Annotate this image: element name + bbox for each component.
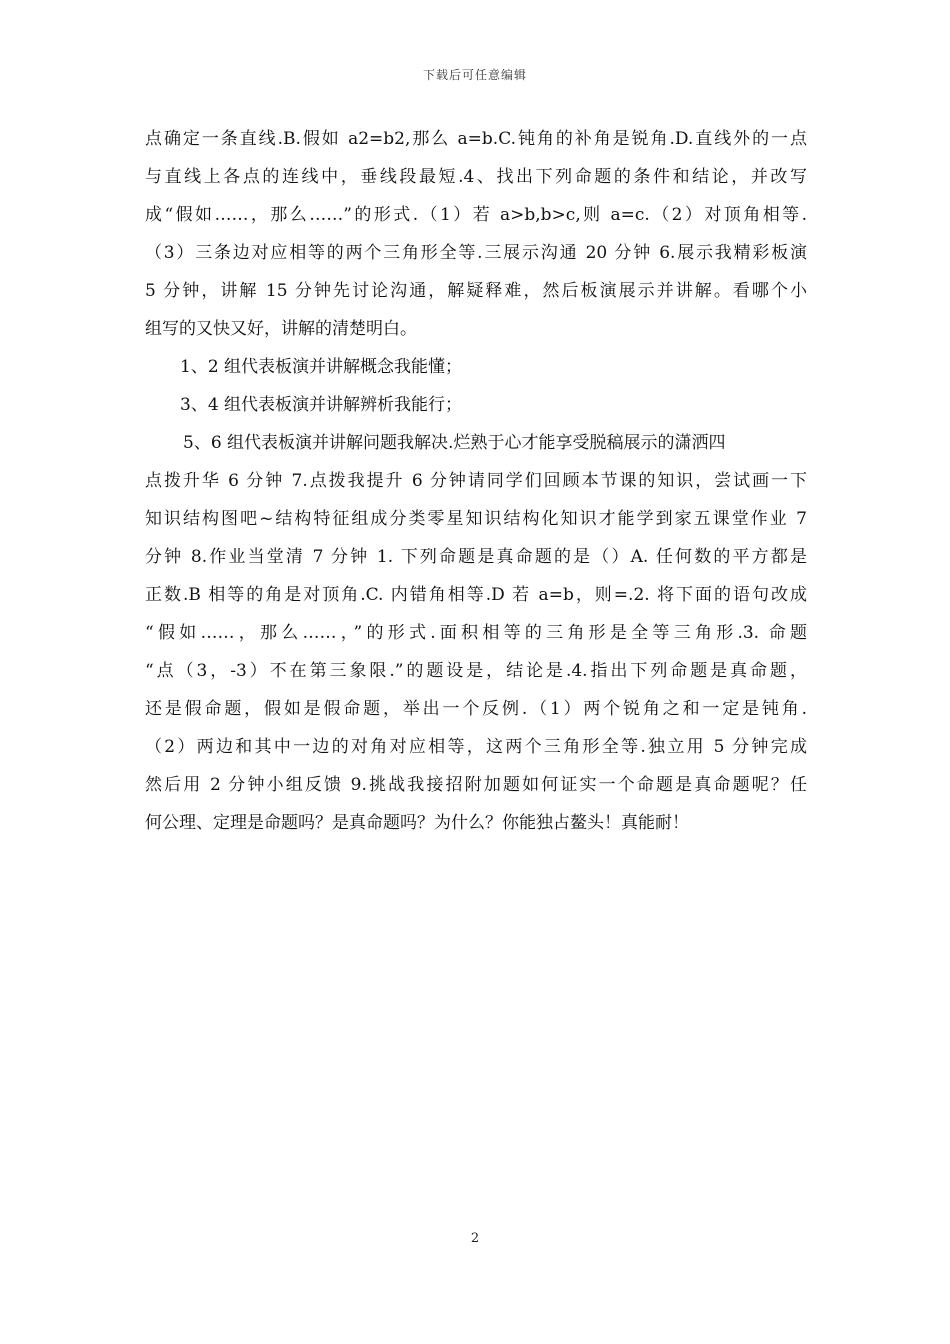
text-line: 5 分钟，讲解 15 分钟先讨论沟通，解疑释难，然后板演展示并讲解。看哪个小 (145, 281, 807, 301)
text-line: （2）两边和其中一边的对角对应相等，这两个三角形全等.独立用 5 分钟完成 (145, 737, 807, 757)
page-header: 下载后可任意编辑 (422, 68, 527, 82)
text-line: 点确定一条直线.B.假如 a2=b2,那么 a=b.C.钝角的补角是锐角.D.直线外的一点 (145, 129, 807, 149)
page-number: 2 (470, 1231, 480, 1246)
text-line: “假如……，那么……，”的形式.面积相等的三角形是全等三角形.3. 命题 (145, 623, 807, 643)
list-item: 1、2 组代表板演并讲解概念我能懂； (180, 357, 463, 377)
text-line: 组写的又快又好，讲解的清楚明白。 (145, 319, 417, 339)
document-body (145, 120, 807, 842)
text-line: 正数.B 相等的角是对顶角.C. 内错角相等.D 若 a=b，则=.2. 将下面的语句改成 (145, 585, 807, 605)
text-line: 成“假如……，那么……”的形式.（1）若 a>b,b>c,则 a=c.（2）对顶角相等. (145, 205, 807, 225)
text-line: 然后用 2 分钟小组反馈 9.挑战我接招附加题如何证实一个命题是真命题呢？任 (145, 775, 807, 795)
list-item: 3、4 组代表板演并讲解辨析我能行； (180, 395, 463, 415)
text-line: （3）三条边对应相等的两个三角形全等.三展示沟通 20 分钟 6.展示我精彩板演 (145, 243, 807, 263)
text-line: 知识结构图吧~结构特征组成分类零星知识结构化知识才能学到家五课堂作业 7 (145, 509, 807, 529)
text-line: 分钟 8.作业当堂清 7 分钟 1. 下列命题是真命题的是（）A. 任何数的平方都是 (145, 547, 807, 567)
text-line: 点拨升华 6 分钟 7.点拨我提升 6 分钟请同学们回顾本节课的知识，尝试画一下 (145, 471, 807, 491)
text-line: 何公理、定理是命题吗？是真命题吗？为什么？你能独占鳌头！真能耐！ (145, 813, 689, 833)
text-line: 与直线上各点的连线中，垂线段最短.4、找出下列命题的条件和结论，并改写 (145, 167, 807, 187)
text-line: “点（3，-3）不在第三象限.”的题设是，结论是.4.指出下列命题是真命题， (145, 661, 807, 681)
text-line: 还是假命题，假如是假命题，举出一个反例.（1）两个锐角之和一定是钝角. (145, 699, 807, 719)
list-item: 5、6 组代表板演并讲解问题我解决.烂熟于心才能享受脱稿展示的潇洒四 (183, 433, 726, 453)
